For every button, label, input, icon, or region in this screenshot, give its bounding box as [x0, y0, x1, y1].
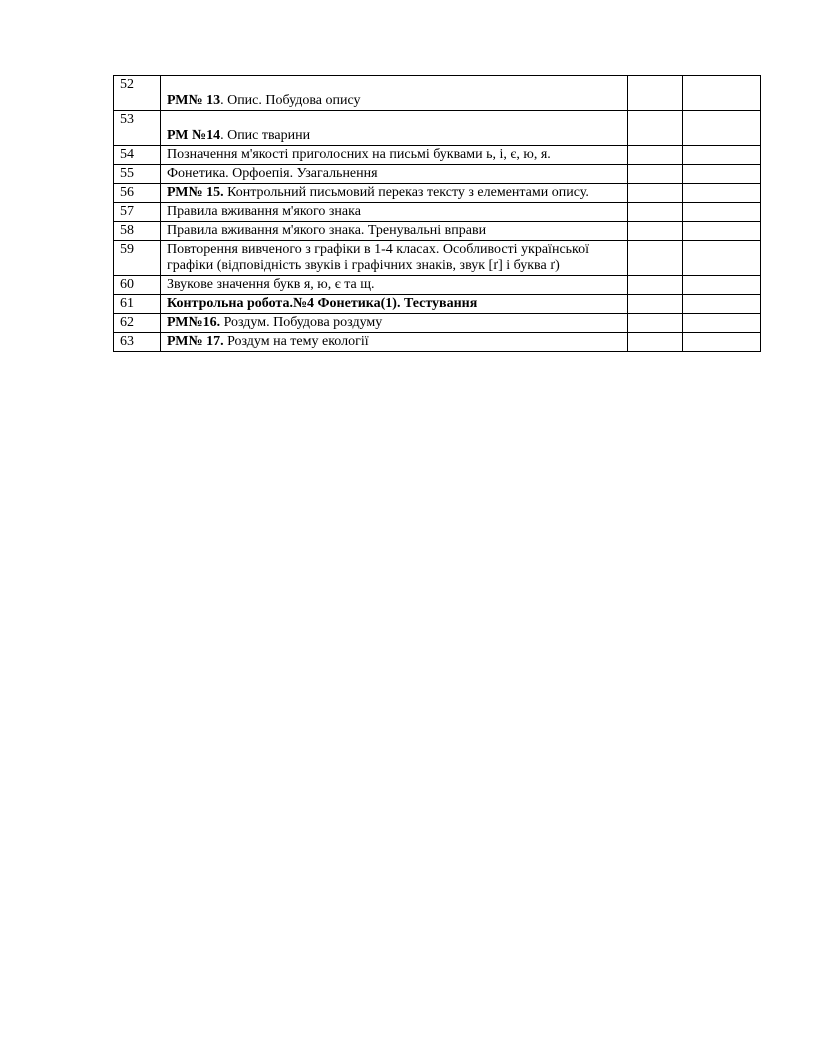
- date-cell: [628, 203, 683, 222]
- table-row: [114, 295, 761, 314]
- date-cell: [628, 333, 683, 352]
- topic-bold: РМ №14: [167, 128, 221, 143]
- lesson-number: 61: [114, 295, 161, 314]
- topic-bold: РМ№ 17.: [167, 334, 224, 349]
- lesson-topic: [161, 111, 628, 146]
- date-cell: [628, 295, 683, 314]
- note-cell: [683, 76, 761, 111]
- lesson-topic: [161, 295, 628, 314]
- date-cell: [628, 222, 683, 241]
- lesson-number: 55: [114, 165, 161, 184]
- date-cell: [628, 146, 683, 165]
- date-cell: [628, 314, 683, 333]
- lesson-topic: [161, 76, 628, 111]
- note-cell: [683, 222, 761, 241]
- lesson-number: 63: [114, 333, 161, 352]
- lesson-number: 60: [114, 276, 161, 295]
- topic-text: Контрольний письмовий переказ тексту з елементами опису.: [223, 185, 589, 200]
- lesson-topic: [161, 314, 628, 333]
- lesson-topic: [161, 184, 628, 203]
- note-cell: [683, 146, 761, 165]
- lesson-topic: [161, 146, 628, 165]
- table-row: [114, 241, 761, 276]
- table-row: [114, 165, 761, 184]
- topic-bold: РМ№16.: [167, 315, 221, 330]
- date-cell: [628, 276, 683, 295]
- lesson-number: 62: [114, 314, 161, 333]
- topic-text: Фонетика. Орфоепія. Узагальнення: [167, 166, 378, 181]
- table-row: [114, 184, 761, 203]
- table-row: [114, 146, 761, 165]
- lesson-number: 58: [114, 222, 161, 241]
- lesson-topic: [161, 203, 628, 222]
- lesson-number: 52: [114, 76, 161, 111]
- topic-text: Роздум. Побудова роздуму: [220, 315, 383, 330]
- topic-bold: Контрольна робота.№4 Фонетика(1). Тестування: [167, 296, 478, 311]
- table-row: [114, 222, 761, 241]
- topic-text: Правила вживання м'якого знака: [167, 204, 361, 219]
- lesson-topic: [161, 333, 628, 352]
- note-cell: [683, 295, 761, 314]
- lesson-plan-table: [113, 75, 761, 352]
- lesson-number: 59: [114, 241, 161, 276]
- date-cell: [628, 111, 683, 146]
- topic-text: Роздум на тему екології: [223, 334, 369, 349]
- lesson-number: 54: [114, 146, 161, 165]
- table-row: [114, 276, 761, 295]
- lesson-number: 56: [114, 184, 161, 203]
- table-row: [114, 76, 761, 111]
- lesson-number: 53: [114, 111, 161, 146]
- lesson-topic: [161, 165, 628, 184]
- lesson-topic: [161, 222, 628, 241]
- note-cell: [683, 276, 761, 295]
- table-row: [114, 333, 761, 352]
- table-row: [114, 111, 761, 146]
- lesson-topic: [161, 241, 628, 276]
- lesson-number: 57: [114, 203, 161, 222]
- topic-text: Звукове значення букв я, ю, є та щ.: [167, 277, 375, 292]
- note-cell: [683, 314, 761, 333]
- table-row: [114, 203, 761, 222]
- topic-text: Позначення м'якості приголосних на письмі буквами ь, і, є, ю, я.: [167, 147, 551, 162]
- note-cell: [683, 203, 761, 222]
- date-cell: [628, 241, 683, 276]
- date-cell: [628, 165, 683, 184]
- date-cell: [628, 76, 683, 111]
- topic-text: Повторення вивченого з графіки в 1-4 класах. Особливості української графіки (відповідність звуків і графічних знаків, звук [ґ] і буква ґ): [167, 242, 590, 273]
- topic-bold: РМ№ 13: [167, 93, 221, 108]
- topic-text: . Опис. Побудова опису: [220, 93, 361, 108]
- topic-text: Правила вживання м'якого знака. Тренувальні вправи: [167, 223, 487, 238]
- note-cell: [683, 184, 761, 203]
- note-cell: [683, 241, 761, 276]
- note-cell: [683, 111, 761, 146]
- note-cell: [683, 165, 761, 184]
- note-cell: [683, 333, 761, 352]
- topic-text: . Опис тварини: [220, 128, 311, 143]
- topic-bold: РМ№ 15.: [167, 185, 224, 200]
- table-row: [114, 314, 761, 333]
- date-cell: [628, 184, 683, 203]
- lesson-topic: [161, 276, 628, 295]
